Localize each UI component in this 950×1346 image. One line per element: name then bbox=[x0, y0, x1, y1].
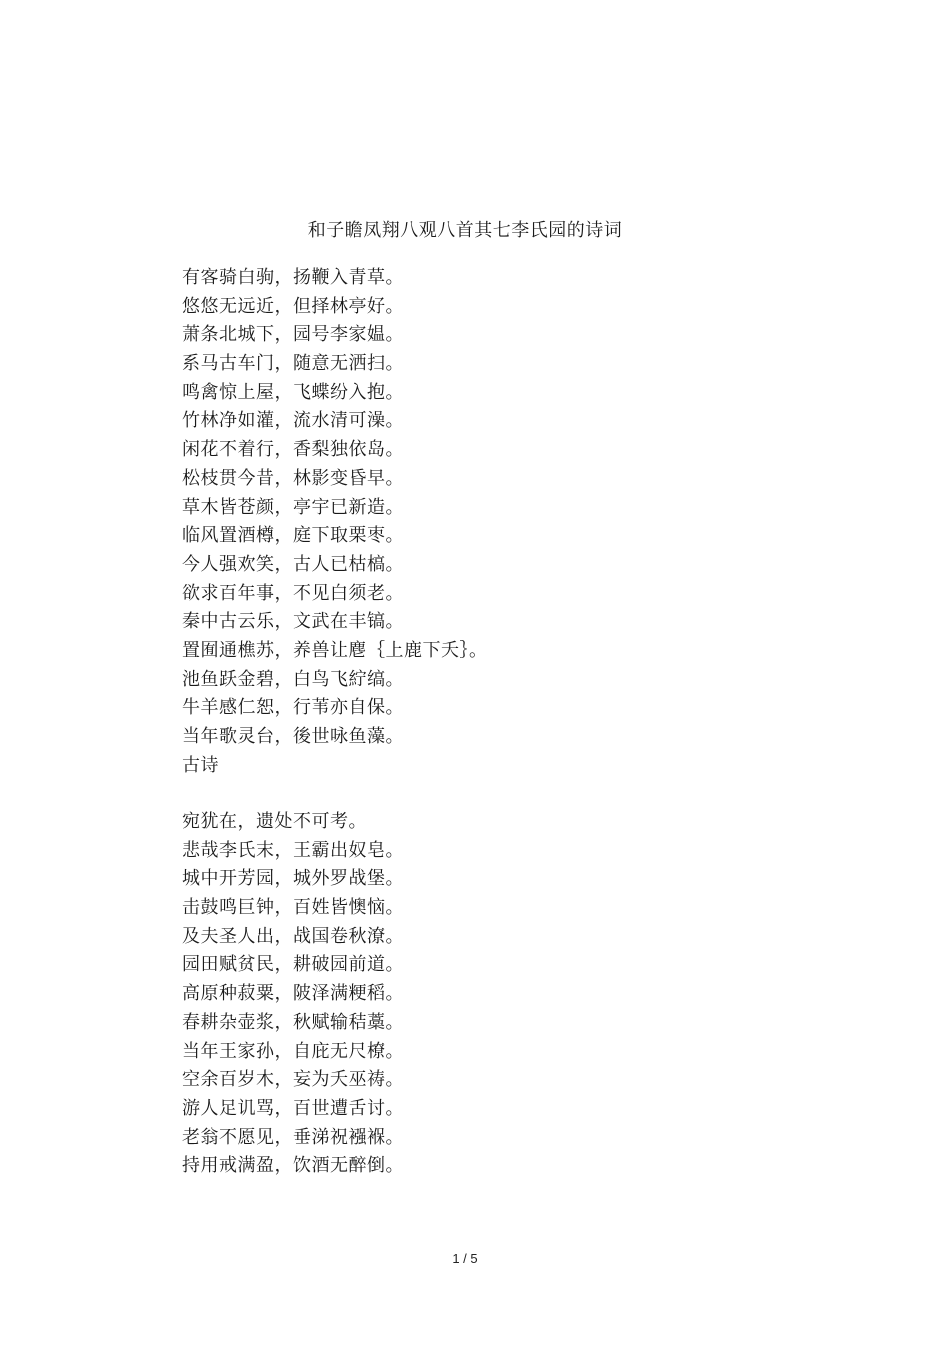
poem-section-a bbox=[182, 264, 782, 780]
poem-line: 高原种菽粟，陂泽满粳稻。 bbox=[182, 983, 404, 1005]
document-title: 和子瞻凤翔八观八首其七李氏园的诗词 bbox=[307, 220, 623, 241]
poem-line: 萧条北城下，园号李家媪。 bbox=[182, 324, 404, 346]
poem-section-b bbox=[182, 808, 782, 1181]
poem-line: 当年歌灵台，後世咏鱼藻。 bbox=[182, 726, 404, 747]
poem-line: 当年王家孙，自庇无尺橑。 bbox=[182, 1040, 404, 1062]
poem-line: 池鱼跃金碧，白鸟飞紵缟。 bbox=[182, 668, 404, 690]
poem-line: 游人足讥骂，百世遭舌讨。 bbox=[182, 1097, 404, 1119]
poem-line: 及夫圣人出，战国卷秋潦。 bbox=[182, 925, 404, 947]
poem-line: 临风置酒樽，庭下取栗枣。 bbox=[182, 525, 404, 547]
poem-line: 松枝贯今昔，林影变昏早。 bbox=[182, 467, 404, 489]
poem-line: 持用戒满盈，饮酒无醉倒。 bbox=[182, 1155, 404, 1177]
poem-line: 击鼓鸣巨钟，百姓皆懊恼。 bbox=[182, 897, 404, 919]
section-heading: 古诗 bbox=[182, 754, 219, 776]
poem-line: 春耕杂壶浆，秋赋输秸藁。 bbox=[182, 1011, 404, 1033]
poem-line: 置囿通樵苏，养兽让麀｛上鹿下夭｝。 bbox=[182, 639, 488, 661]
poem-line: 竹林净如灌，流水清可澡。 bbox=[182, 410, 404, 432]
poem-line: 园田赋贫民，耕破园前道。 bbox=[182, 954, 404, 976]
poem-line: 宛犹在，遗处不可考。 bbox=[182, 811, 367, 832]
poem-line: 秦中古云乐，文武在丰镐。 bbox=[182, 611, 404, 633]
poem-line: 城中开芳园，城外罗战堡。 bbox=[182, 868, 404, 890]
poem-line: 草木皆苍颜，亭宇已新造。 bbox=[182, 496, 404, 518]
poem-line: 悠悠无远近，但择林亭好。 bbox=[182, 295, 404, 317]
page-number: 1 / 5 bbox=[452, 1251, 478, 1266]
poem-line: 系马古车门，随意无洒扫。 bbox=[182, 353, 404, 375]
poem-line: 今人强欢笑，古人已枯槁。 bbox=[182, 553, 404, 575]
poem-line: 老翁不愿见，垂涕祝襁褓。 bbox=[182, 1126, 404, 1148]
poem-line: 牛羊感仁恕，行苇亦自保。 bbox=[182, 697, 404, 719]
poem-line: 闲花不着行，香梨独依岛。 bbox=[182, 439, 404, 461]
poem-line: 空余百岁木，妄为夭巫祷。 bbox=[182, 1069, 404, 1091]
poem-line: 有客骑白驹，扬鞭入青草。 bbox=[182, 267, 404, 288]
poem-line: 鸣禽惊上屋，飞蝶纷入抱。 bbox=[182, 381, 404, 403]
poem-line: 欲求百年事，不见白须老。 bbox=[182, 582, 404, 604]
poem-line: 悲哉李氏末，王霸出奴皂。 bbox=[182, 839, 404, 861]
